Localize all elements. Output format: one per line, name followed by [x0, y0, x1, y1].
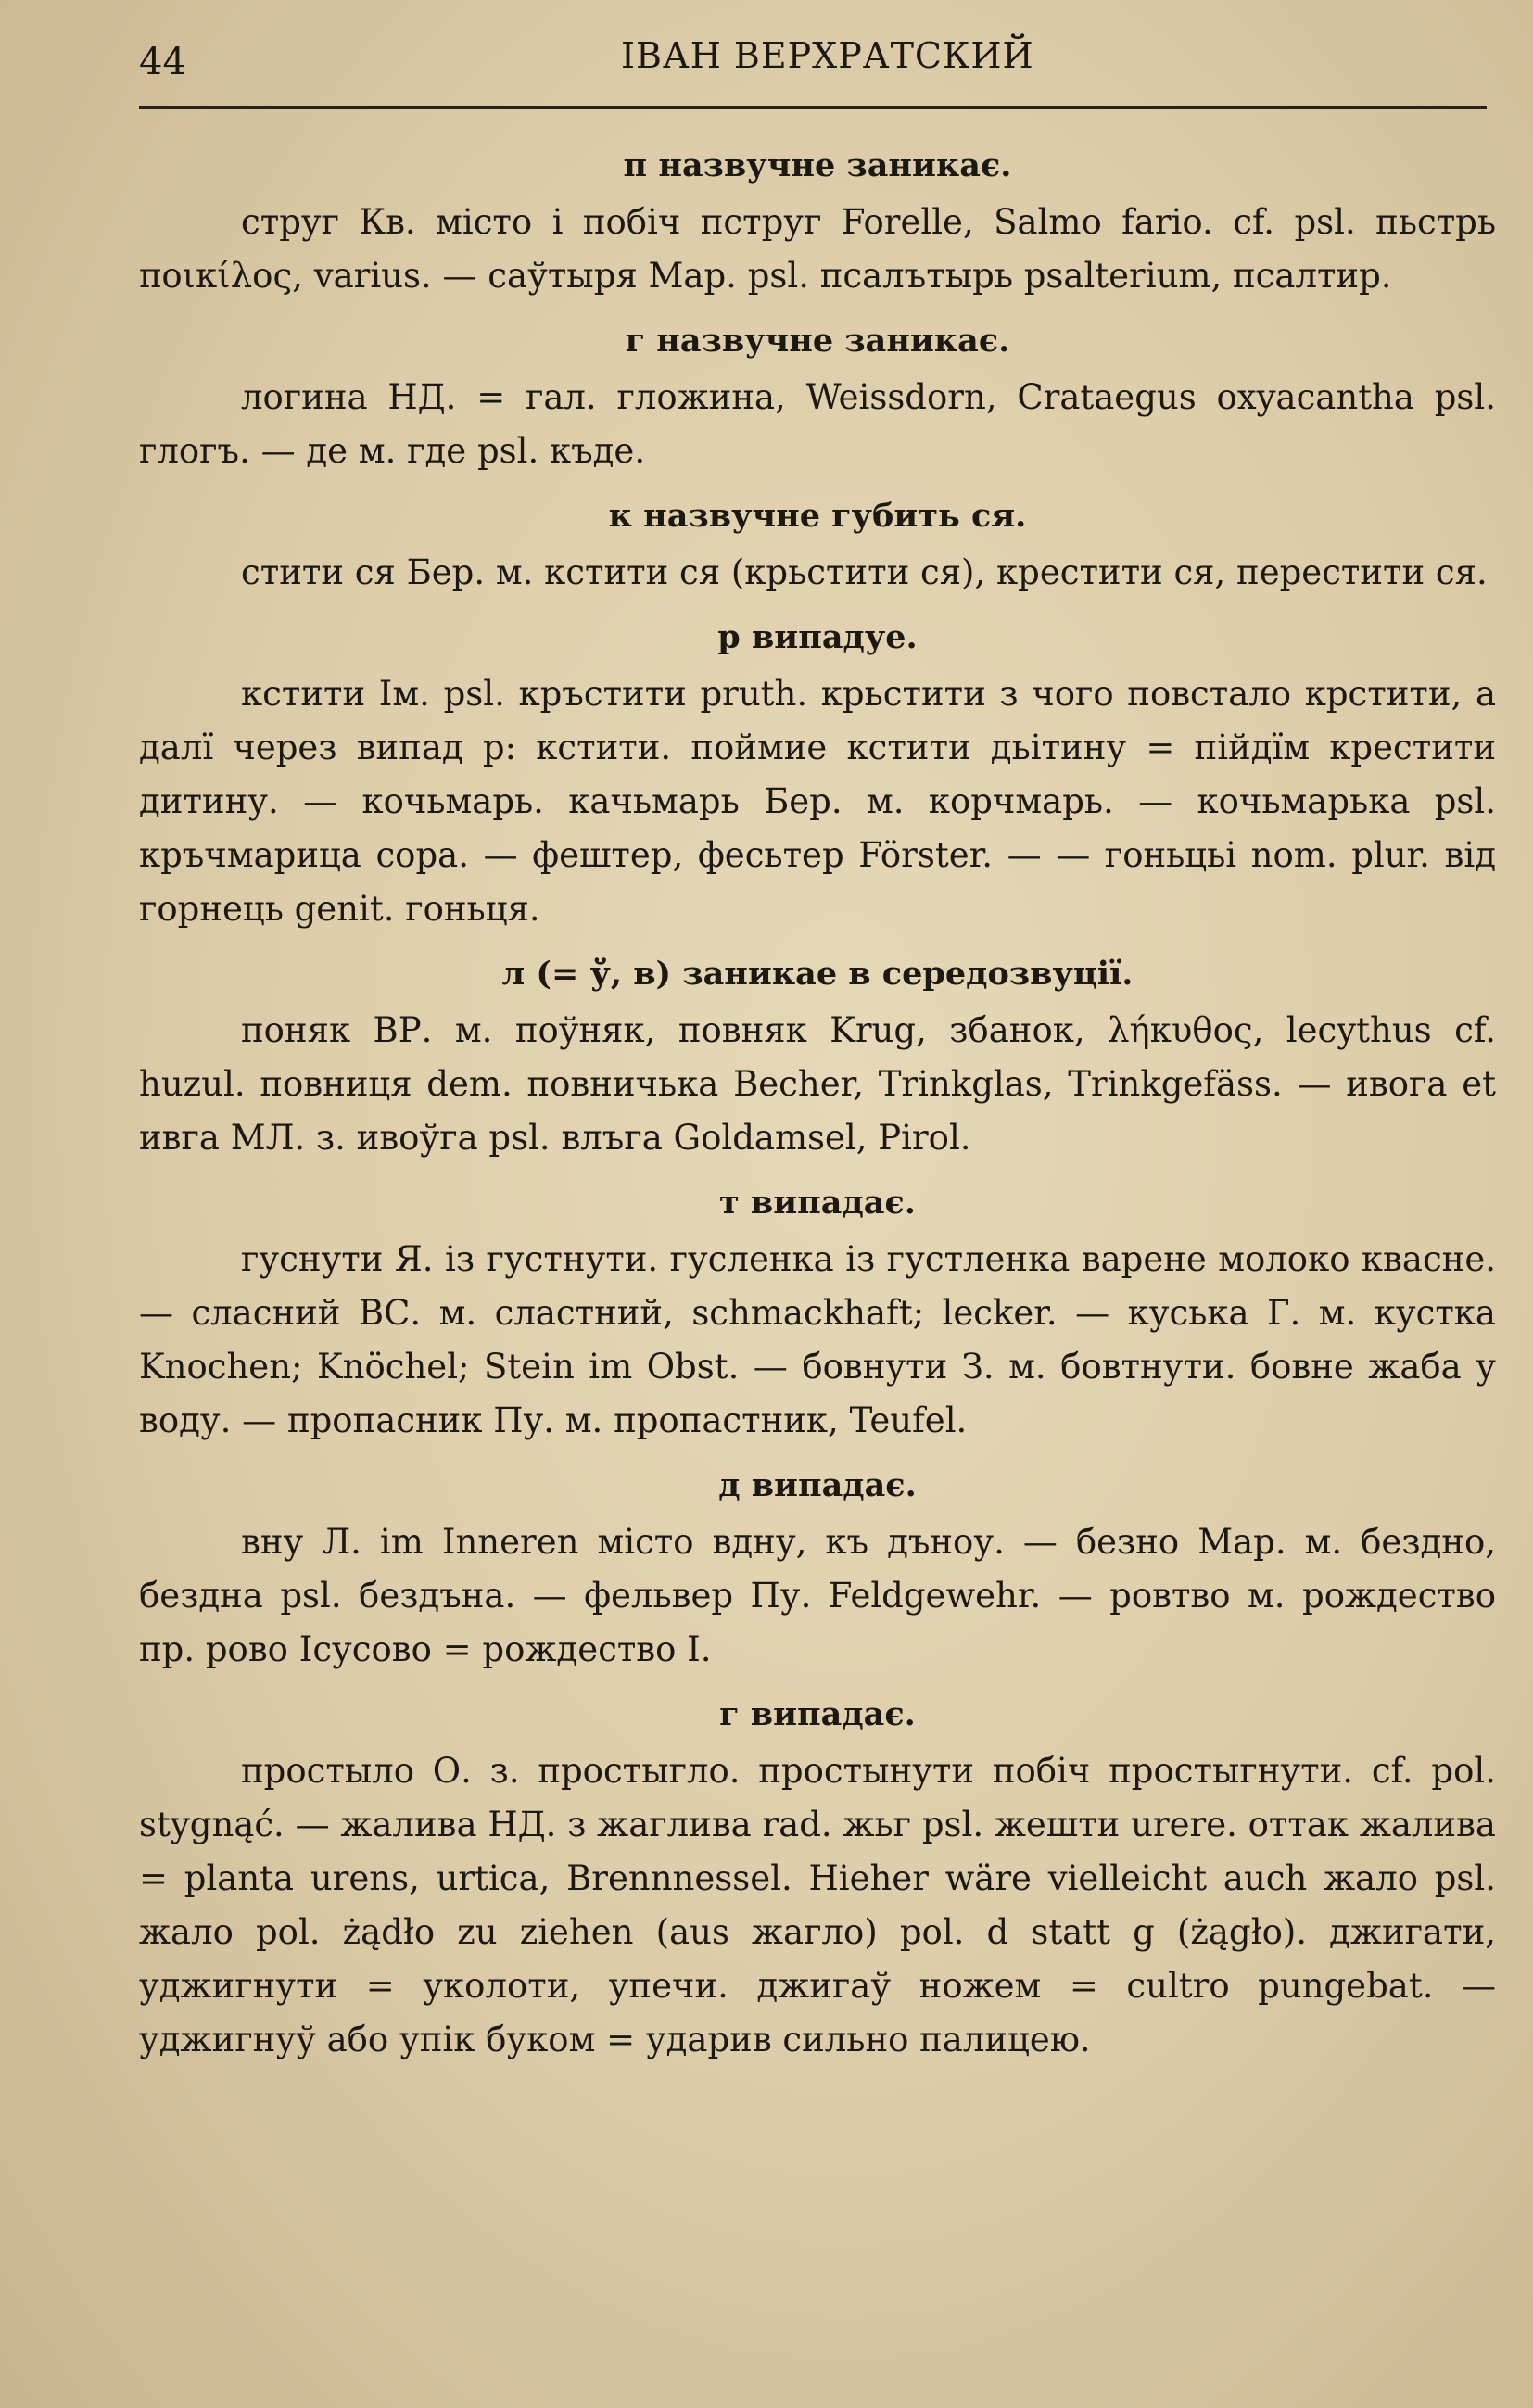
- section-g-initial: [139, 322, 1496, 478]
- section-d: [139, 1466, 1496, 1677]
- section-t: [139, 1184, 1496, 1448]
- section-p: [139, 146, 1496, 303]
- section-text: поняк ВР. м. поўняк, повняк Krug, збанок, λήκυθος, lecythus cf. huzul. повниця dem. повничька Becher, Trinkglas, Trinkgefäss. — ивога et ивга МЛ. з. ивоўга psl. влъга Goldamsel, Pirol.: [139, 1010, 1496, 1158]
- section-heading: р випадуе.: [717, 618, 918, 656]
- page-header: [139, 19, 1496, 91]
- section-text: вну Л. im Inneren місто вдну, къ дъноу. — безно Мар. м. бездно, бездна psl. бездъна. — фельвер Пу. Feldgewehr. — ровтво м. рождество пр. рово Ісусово = рождество І.: [139, 1522, 1496, 1669]
- section-g-medial: [139, 1695, 1496, 2067]
- section-text: простыло О. з. простыгло. простынути побіч простыгнути. cf. pol. stygnąć. — жалива НД. з жаглива rad. жьг psl. жешти urere. оттак жалива = planta urens, urtica, Brennnessel. Hieher wäre vielleicht auch жало psl. жало pol. żądło zu ziehen (aus жагло) pol. d statt g (żągło). джигати, уджигнути = уколоти, упечи. джигаў ножем = cultro pungebat. — уджигнуў або упік буком = ударив сильно палицею.: [139, 1751, 1496, 2059]
- section-heading: т випадає.: [719, 1184, 916, 1222]
- section-heading: к назвучне губить ся.: [608, 497, 1027, 535]
- section-text: логина НД. = гал. гложина, Weissdorn, Crataegus oxyacantha psl. глогъ. — де м. где psl. къде.: [139, 377, 1496, 471]
- section-k: [139, 497, 1496, 600]
- section-heading: п назвучне заникає.: [623, 146, 1012, 184]
- section-l: [139, 955, 1496, 1165]
- section-text: струг Кв. місто і побіч пструг Forelle, Salmo fario. cf. psl. пьстрь ποικίλος, varius. — саўтыря Мар. psl. псалътырь psalterium, псалтир.: [139, 202, 1496, 296]
- section-text: стити ся Бер. м. кстити ся (крьстити ся), крестити ся, перестити ся.: [241, 552, 1488, 592]
- section-text: гуснути Я. із густнути. гусленка із густленка варене молоко квасне. — сласний ВС. м. сластний, schmackhaft; lecker. — куська Г. м. кустка Knochen; Knöchel; Stein im Obst. — бовнути З. м. бовтнути. бовне жаба у воду. — пропасник Пу. м. пропастник, Teufel.: [139, 1239, 1496, 1440]
- section-heading: г випадає.: [719, 1695, 916, 1733]
- section-heading: г назвучне заникає.: [625, 322, 1010, 360]
- section-heading: д випадає.: [718, 1466, 917, 1504]
- section-text: кстити Ім. psl. кръстити pruth. крьстити з чого повстало крстити, а далї через випад р: кстити. поймие кстити дьітину = пійдїм крестити дитину. — кочьмарь. качьмарь Бер. м. корчмарь. — кочьмарька psl. кръчмарица сора. — фештер, фесьтер Förster. — — гоньцьі nom. plur. від горнець genit. гоньця.: [139, 674, 1496, 929]
- section-heading: л (= ў, в) заникае в середозвуції.: [501, 955, 1134, 993]
- page-number: 44: [139, 41, 186, 83]
- section-r: [139, 618, 1496, 936]
- header-rule: [139, 106, 1487, 109]
- running-title: ІВАН ВЕРХРАТСКИЙ: [621, 35, 1034, 76]
